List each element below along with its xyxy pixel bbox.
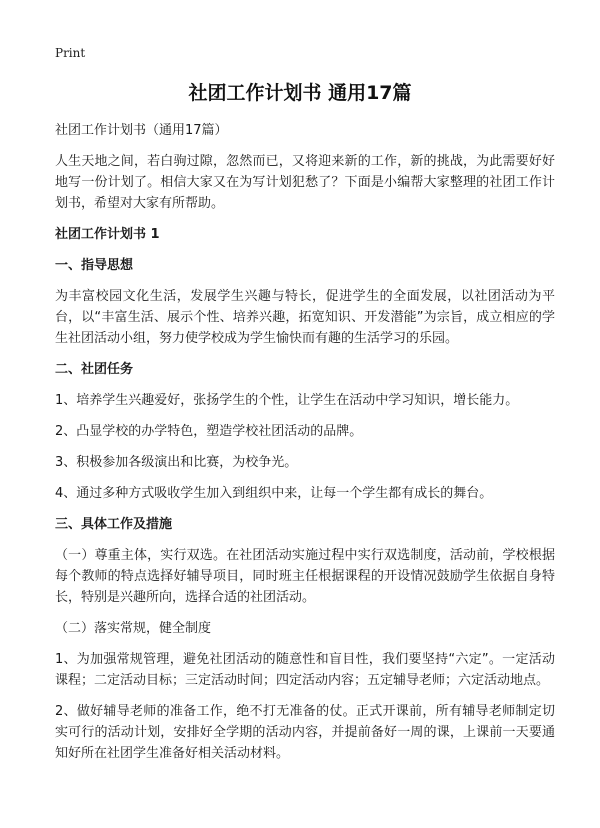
- subtitle: 社团工作计划书（通用17篇）: [55, 123, 228, 138]
- section-title: 社团工作计划书 1: [55, 227, 160, 242]
- rule-paragraph-1: 1、为加强常规管理，避免社团活动的随意性和盲目性，我们要坚持“六定”。一定活动课程；二定活动目标；三定活动时间；四定活动内容；五定辅导老师；六定活动地点。: [55, 652, 555, 688]
- measure-paragraph-1: （一）尊重主体，实行双选。在社团活动实施过程中实行双选制度，活动前，学校根据每个教师的特点选择好辅导项目，同时班主任根据课程的开设情况鼓励学生依据自身特长，特别是兴趣所向，选择合适的社团活动。: [55, 548, 555, 605]
- measure-paragraph-2: （二）落实常规，健全制度: [55, 621, 212, 636]
- task-item-3: 3、积极参加各级演出和比赛，为校争光。: [55, 455, 298, 470]
- task-item-1: 1、培养学生兴趣爱好，张扬学生的个性，让学生在活动中学习知识，增长能力。: [55, 393, 519, 408]
- rule-paragraph-2: 2、做好辅导老师的准备工作，绝不打无准备的仗。正式开课前，所有辅导老师制定切实可行的活动计划，安排好全学期的活动内容，并提前备好一周的课，上课前一天要通知好所在社团学生准备好相关活动材料。: [55, 704, 555, 761]
- heading-tasks: 二、社团任务: [55, 362, 134, 377]
- heading-measures: 三、具体工作及措施: [55, 517, 173, 532]
- article-body: [55, 120, 555, 774]
- guiding-thought-paragraph: 为丰富校园文化生活，发展学生兴趣与特长，促进学生的全面发展，以社团活动为平台，以“丰富生活、展示个性、培养兴趣，拓宽知识、开发潜能”为宗旨，成立相应的学生社团活动小组，努力使学校成为学生愉快而有趣的生活学习的乐园。: [55, 289, 555, 346]
- task-item-4: 4、通过多种方式吸收学生加入到组织中来，让每一个学生都有成长的舞台。: [55, 486, 493, 501]
- task-item-2: 2、凸显学校的办学特色，塑造学校社团活动的品牌。: [55, 424, 363, 439]
- page-title: 社团工作计划书 通用17篇: [188, 82, 412, 104]
- print-link[interactable]: Print: [55, 46, 86, 60]
- intro-paragraph: 人生天地之间，若白驹过隙，忽然而已，又将迎来新的工作，新的挑战，为此需要好好地写一份计划了。相信大家又在为写计划犯愁了？下面是小编帮大家整理的社团工作计划书，希望对大家有所帮助。: [55, 154, 555, 211]
- heading-guiding-thought: 一、指导思想: [55, 258, 134, 273]
